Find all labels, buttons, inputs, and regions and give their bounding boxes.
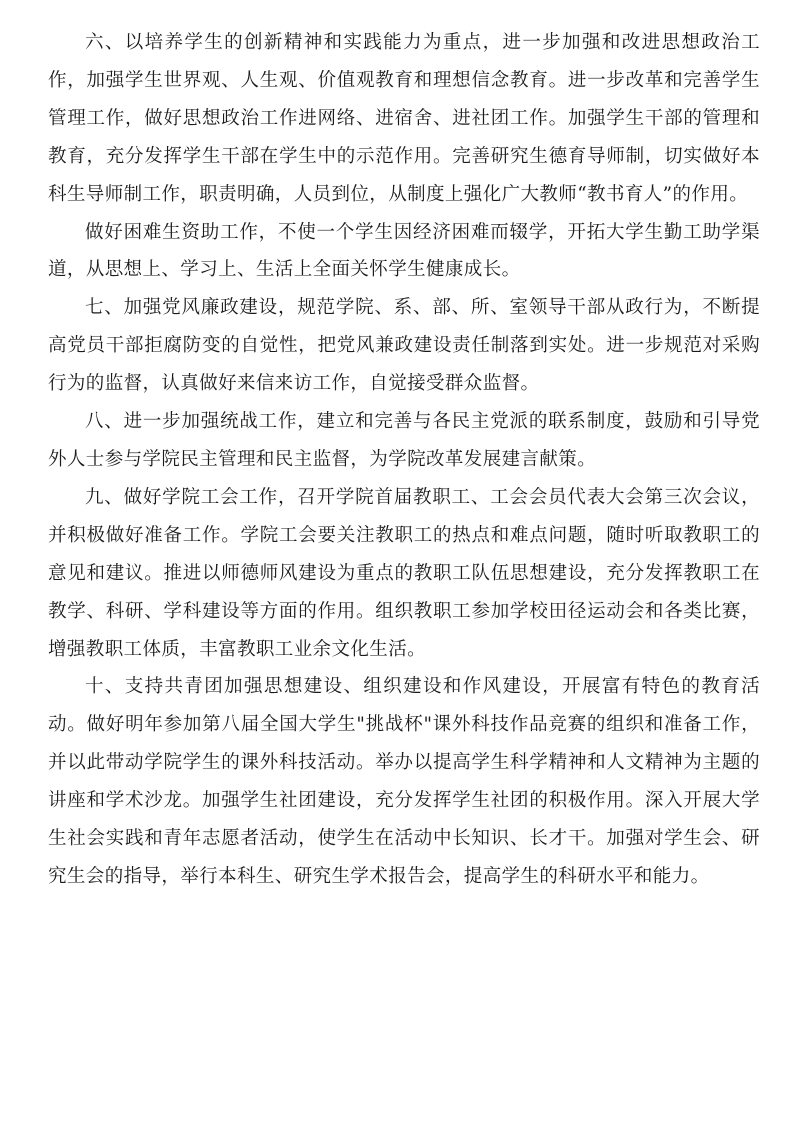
paragraph-six: 六、以培养学生的创新精神和实践能力为重点，进一步加强和改进思想政治工作，加强学生世界观、人生观、价值观教育和理想信念教育。进一步改革和完善学生管理工作，做好思想政治工作进网络、进宿舍、进社团工作。加强学生干部的管理和教育，充分发挥学生干部在学生中的示范作用。完善研究生德育导师制，切实做好本科生导师制工作，职责明确，人员到位，从制度上强化广大教师“教书育人”的作用。	[48, 32, 760, 205]
paragraph-seven: 七、加强党风廉政建设，规范学院、系、部、所、室领导干部从政行为，不断提高党员干部拒腐防变的自觉性，把党风兼政建设责任制落到实处。进一步规范对采购行为的监督，认真做好来信来访工作，自觉接受群众监督。	[48, 297, 760, 395]
document-body	[48, 24, 760, 896]
paragraph-eight: 八、进一步加强统战工作，建立和完善与各民主党派的联系制度，鼓励和引导党外人士参与学院民主管理和民主监督，为学院改革发展建言献策。	[48, 411, 760, 470]
paragraph-ten: 十、支持共青团加强思想建设、组织建设和作风建设，开展富有特色的教育活动。做好明年参加第八届全国大学生"挑战杯"课外科技作品竞赛的组织和准备工作，并以此带动学院学生的课外科技活动。举办以提高学生科学精神和人文精神为主题的讲座和学术沙龙。加强学生社团建设，充分发挥学生社团的积极作用。深入开展大学生社会实践和青年志愿者活动，使学生在活动中长知识、长才干。加强对学生会、研究生会的指导，举行本科生、研究生学术报告会，提高学生的科研水平和能力。	[48, 676, 760, 887]
paragraph-student-aid: 做好困难生资助工作，不使一个学生因经济困难而辍学，开拓大学生勤工助学渠道，从思想上、学习上、生活上全面关怀学生健康成长。	[48, 221, 760, 281]
paragraph-nine: 九、做好学院工会工作，召开学院首届教职工、工会会员代表大会第三次会议，并积极做好准备工作。学院工会要关注教职工的热点和难点问题，随时听取教职工的意见和建议。推进以师德师风建设为重点的教职工队伍思想建设，充分发挥教职工在教学、科研、学科建设等方面的作用。组织教职工参加学校田径运动会和各类比赛，增强教职工体质，丰富教职工业余文化生活。	[48, 486, 760, 660]
